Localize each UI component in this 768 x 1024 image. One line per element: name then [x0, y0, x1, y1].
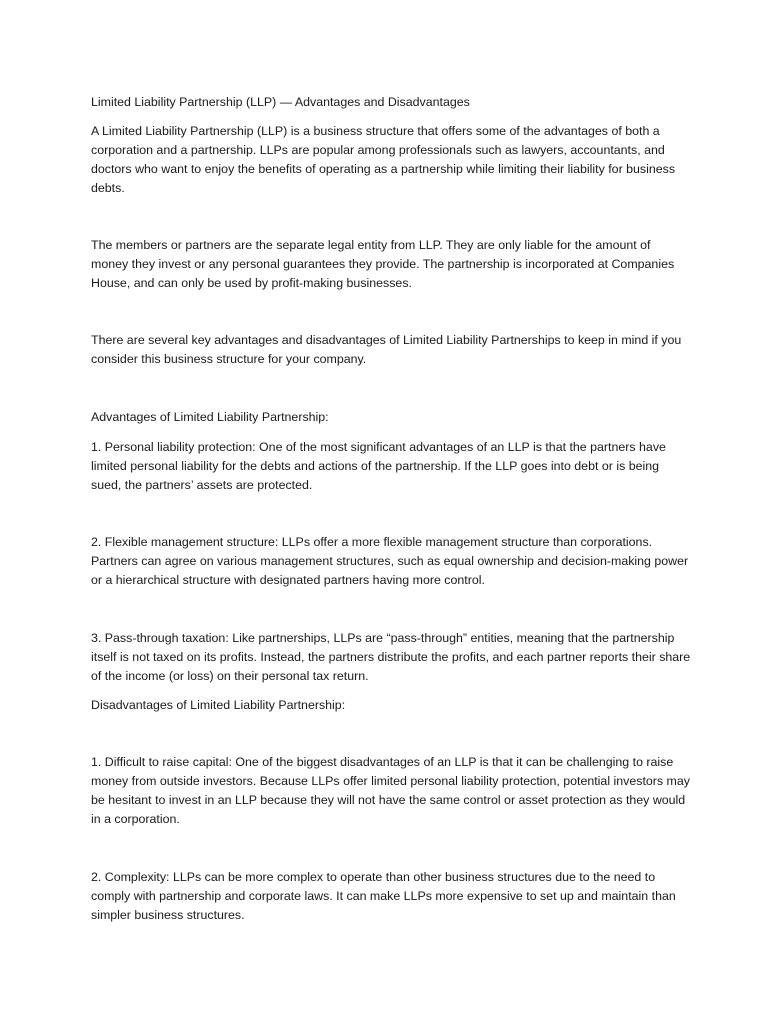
- disadvantage-item-2: 2. Complexity: LLPs can be more complex to operate than other business structures due to the need to comply with partnership and corporate laws. It can make LLPs more expensive to set up and maintain than simpler business structures.: [91, 870, 676, 922]
- members-paragraph: The members or partners are the separate legal entity from LLP. They are only liable for the amount of money they invest or any personal guarantees they provide. The partnership is incorporated at Companies House, and can only be used by profit-making businesses.: [91, 238, 675, 290]
- advantages-heading: Advantages of Limited Liability Partnership:: [91, 410, 329, 424]
- intro-paragraph: A Limited Liability Partnership (LLP) is a business structure that offers some of the advantages of both a corporation and a partnership. LLPs are popular among professionals such as lawyers, accountants, and doctors who want to enjoy the benefits of operating as a partnership while limiting their liability for business debts.: [91, 124, 676, 195]
- disadvantage-item-1: 1. Difficult to raise capital: One of the biggest disadvantages of an LLP is that it can be challenging to raise money from outside investors. Because LLPs offer limited personal liability protection, potential investors may be hesitant to invest in an LLP because they will not have the same control or asset protection as they would in a corporation.: [91, 755, 690, 826]
- disadvantages-heading: Disadvantages of Limited Liability Partnership:: [91, 698, 346, 712]
- overview-paragraph: There are several key advantages and disadvantages of Limited Liability Partnerships to keep in mind if you consider this business structure for your company.: [91, 333, 682, 366]
- document-title: Limited Liability Partnership (LLP) — Advantages and Disadvantages: [91, 95, 470, 109]
- advantage-item-3: 3. Pass-through taxation: Like partnerships, LLPs are “pass-through” entities, meaning that the partnership itself is not taxed on its profits. Instead, the partners distribute the profits, and each partner reports their share of the income (or loss) on their personal tax return.: [91, 631, 691, 683]
- advantage-item-2: 2. Flexible management structure: LLPs offer a more flexible management structure than corporations. Partners can agree on various management structures, such as equal ownership and decision-making power or a hierarchical structure with designated partners having more control.: [91, 535, 689, 587]
- advantage-item-1: 1. Personal liability protection: One of the most significant advantages of an LLP is that the partners have limited personal liability for the debts and actions of the partnership. If the LLP goes into debt or is being sued, the partners’ assets are protected.: [91, 440, 666, 492]
